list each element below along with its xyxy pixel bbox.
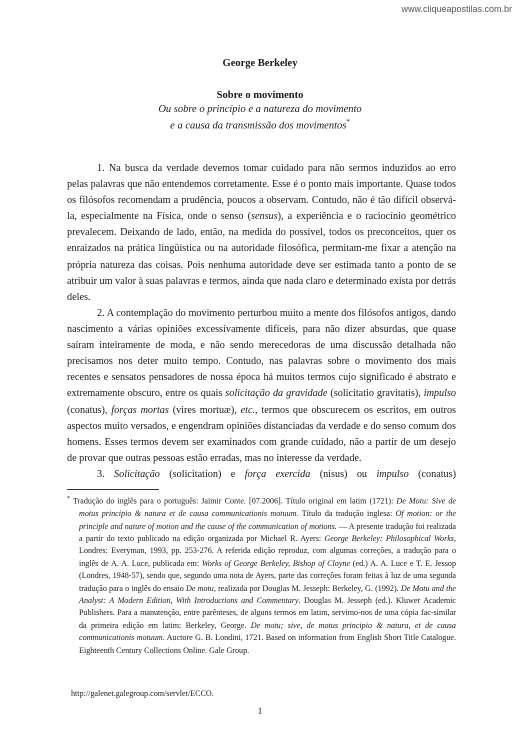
essay-title: Sobre o movimento [216,90,304,101]
latin-term: sensus [250,211,278,223]
paragraph-text: (solicitation) e [159,469,245,480]
footnote-text: (ed.) A. A. Luce e T. E. Jessop (Londres, 1948-57), sendo que, segundo uma nota de Ayers, parte das correções foram feitas à luz de uma segunda tradução para o inglês do ensaio [79,558,456,593]
paragraph-text: termos que obscurecem os escritos, em outros aspectos muito versados, e engendram opiniões distanciadas da verdade e do senso comum dos homens. Esses termos devem ser examinados com grande cuidado, não a partir de um desejo de provar que outras pessoas estão erradas, mas no interesse da verdade. [67,404,457,464]
footnote-italic: George Berkeley: Philosophical Works [324,533,454,543]
footnote-text: — A presente tradução foi realizada a partir do texto publicado na edição organizada por Michael R. Ayers: [79,521,456,543]
footnote-divider [67,489,159,490]
footnote-reference[interactable]: * [346,118,350,126]
paragraph-3 [67,467,456,483]
emphasized-term: força exercida [244,469,311,480]
author-name: George Berkeley [222,58,298,69]
footnote-marker: * [67,496,70,502]
emphasized-term: etc., [240,404,258,416]
paragraph-text: 3. [97,469,115,480]
footnote-text: . Douglas M. Jesseph (ed.). Kluwer Academic Publishers. Para a manutenção, entre parênteses, de alguns termos em latim, servimo-nos de uma cópia fac-similar da primeira edição em latim: Berkeley, George. [79,595,456,630]
emphasized-term: impulso [423,388,456,400]
paragraph-text: 1. Na busca da verdade devemos tomar cuidado para não sermos induzidos ao erro pelas palavras que não entendemos corretamente. Esse é o ponto mais importante. Quase todos os filósofos recomendam a prudência, poucos a observam. Contudo, não é tão difícil observá-la, especialmente na Física, onde o senso ( [67,163,456,223]
footnote-url-link[interactable]: http://galenet.galegroup.com/servlet/ECCO. [71,689,214,698]
site-url[interactable]: www.cliqueapostilas.com.br [401,4,512,14]
paragraph-text: (vires mortuæ), [168,404,241,416]
footnote-text: , realizada por Douglas M. Jesseph: Berkeley, G. (1992). [213,583,401,593]
paragraph-1 [67,161,456,306]
subtitle-line-2-text: e a causa da transmissão dos movimentos [170,120,347,132]
paragraph-text: ), a experiência e o raciocínio geométrico prevalecem. Deixando de lado, então, na medida do possível, todos os preconceitos, quer os enraizados na prática lingüística ou na autoridade filosófica, permitam-me fixar a atenção na própria natureza das coisas. Pois nenhuma autoridade deve ser estimada tanto a ponto de se atribuir um valor à suas palavras e termos, ainda que nada claro e determinado exista por detrás deles. [67,211,456,303]
paragraph-text: (conatus) [408,469,457,480]
footnote-italic: Of motion: or the principle and nature of motion and the cause of the communication of motions. [79,509,456,531]
paragraph-text: (conatus), [67,404,112,416]
paragraph-text: (nisus) ou [310,469,377,480]
footnote-italic: De motu; sive, de motus principio & natura, et de causa communicationis motuum [79,620,456,643]
footnote [67,493,456,657]
footnote-italic: De Motu and the Analyst: A Modern Edition, With Introductions and Commentary [79,583,456,605]
page-number: 1 [257,706,263,716]
paragraph-text: (solicitatio gravitatis), [327,388,424,400]
footnote-italic: De Motu: Sive de motus principio & natura et de causa communicationis motuum. [79,496,456,519]
emphasized-term: impulso [376,469,409,480]
essay-subtitle-line-1: Ou sobre o princípio e a natureza do movimento [158,104,362,115]
footnote-text: . Auctore G. B. Londini, 1721. Based on information from English Short Title Catalogue. Eighteenth Century Collections Online. Gale Group. [79,633,456,655]
emphasized-term: Solicitação [114,469,160,480]
paragraph-2 [67,306,456,467]
emphasized-term: forças mortas [111,404,169,416]
footnote-text: Tradução do inglês para o português: Jaimir Conte. [07.2006]. Título original em latim (1721): [70,496,397,506]
emphasized-term: solicitação da gravidade [225,388,328,400]
paragraph-text: 2. A contemplação do movimento perturbou muito a mente dos filósofos antigos, dando nascimento a várias opiniões excessivamente difíceis, para não dizer absurdas, que quase saíram inteiramente de moda, e não sendo merecedoras de uma discussão detalhada não precisamos nos deter muito tempo. Contudo, nas palavras sobre o movimento dos mais recentes e sensatos pensadores de nossa época há muitos termos cujo significado é abstrato e extremamente obscuro, entre os quais [67,308,456,400]
footnote-italic: Works of George Berkeley, Bishop of Cloyne [201,558,351,568]
essay-subtitle-line-2 [0,118,520,132]
footnote-text: Título da tradução inglesa: [298,509,396,519]
footnote-text: , Londres: Everyman, 1993, pp. 253-276. A referida edição reproduz, com algumas correções, a tradução para o inglês de A. A. Luce, publicada em: [79,533,456,568]
footnote-italic: De motu [186,583,214,593]
